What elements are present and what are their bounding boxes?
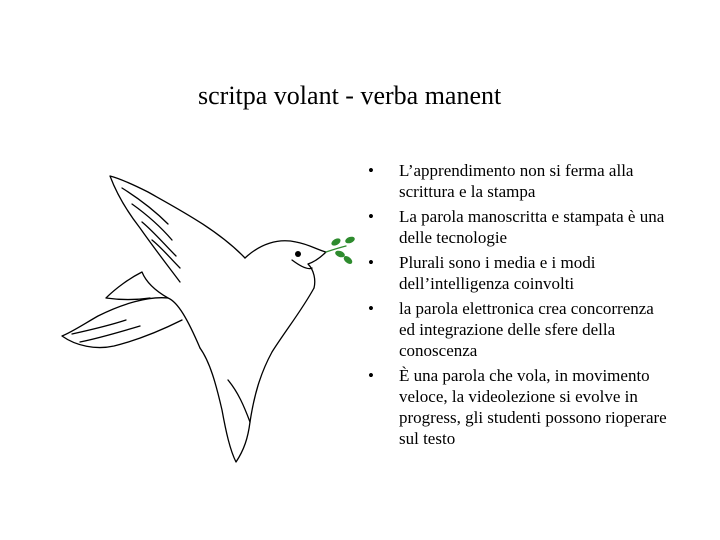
bullet-marker: • <box>368 253 374 272</box>
dove-body <box>200 288 314 462</box>
dove-head <box>245 241 326 288</box>
bullet-marker: • <box>368 207 374 226</box>
bullet-marker: • <box>368 161 374 180</box>
dove-lower-wing <box>62 298 200 348</box>
bullet-item <box>368 252 668 294</box>
bullet-item <box>368 365 668 449</box>
bullet-text: la parola elettronica crea concorrenza ed integrazione delle sfere della conoscenza <box>399 299 654 360</box>
bullet-text: La parola manoscritta e stampata è una delle tecnologie <box>399 207 665 247</box>
bullet-list <box>368 160 668 453</box>
slide-title: scritpa volant - verba manent <box>198 81 502 110</box>
dove-tail <box>106 272 168 300</box>
bullet-text: L’apprendimento non si ferma alla scrittura e la stampa <box>399 161 634 201</box>
bullet-marker: • <box>368 299 374 318</box>
bullet-item <box>368 206 668 248</box>
olive-branch <box>326 246 346 252</box>
bullet-text: Plurali sono i media e i modi dell’intelligenza coinvolti <box>399 253 596 293</box>
dove-with-olive-branch-icon <box>50 170 370 470</box>
bullet-item <box>368 160 668 202</box>
bullet-text: È una parola che vola, in movimento veloce, la videolezione si evolve in progress, gli studenti possono rioperare sul testo <box>399 366 667 448</box>
dove-eye <box>295 251 301 257</box>
bullet-marker: • <box>368 366 374 385</box>
bullet-item <box>368 298 668 361</box>
